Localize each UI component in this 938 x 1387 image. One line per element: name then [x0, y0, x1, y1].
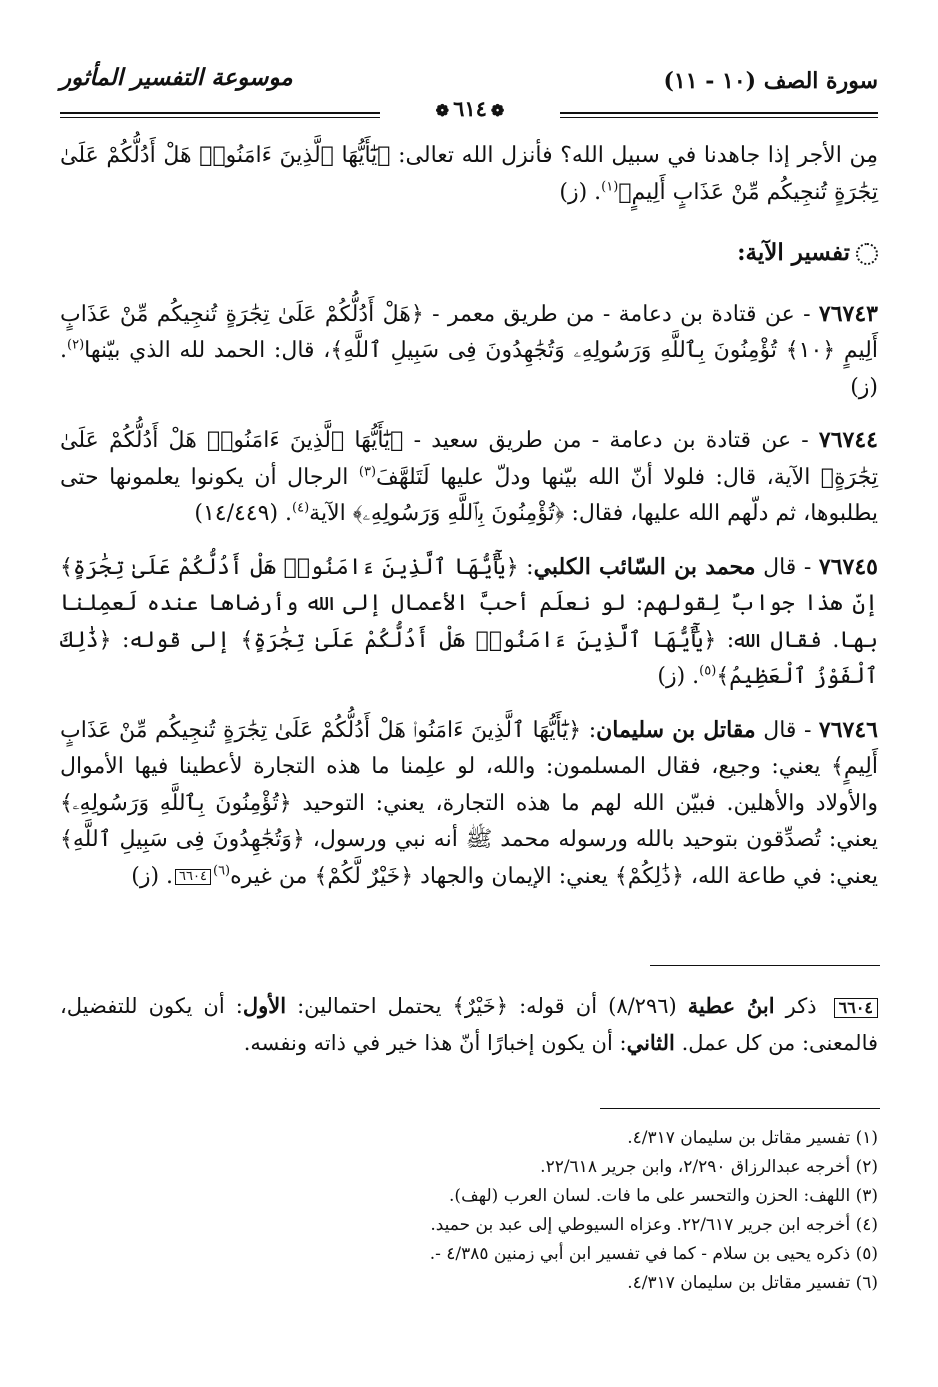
footnote-ref: (٦)	[212, 863, 231, 879]
section-heading-text: تفسير الآية:	[737, 239, 850, 266]
entry-number: ٧٦٧٤٣	[818, 300, 878, 327]
intro-text: مِن الأجر إذا جاهدنا في سبيل الله؟ فأنزل الله تعالى: ﴿يَٰٓأَيُّهَا ٱلَّذِينَ ءَامَنُوا۟ هَلْ أَدُلُّكُمْ عَلَىٰ تِجَٰرَةٍ تُنجِيكُم مِّنْ عَذَابٍ أَلِيمٍ﴾	[60, 143, 878, 205]
entry-text: - عن قتادة بن دعامة - من طريق سعيد - ﴿يَٰٓأَيُّهَا ٱلَّذِينَ ءَامَنُوا۟ هَلْ أَدُلُّكُمْ عَلَىٰ تِجَٰرَةٍ﴾ الآية، قال: فلولا أنّ الله بيّنها ودلّ عليها لَتَلهَّفَ	[60, 428, 878, 490]
entry-text: : ﴿يَٰٓأَيُّهَا ٱلَّذِينَ ءَامَنُوا۟ هَلْ أَدُلُّكُمْ عَلَىٰ تِجَٰرَةٍ تُنجِيكُم مِّنْ عَذَابٍ أَلِيمٍ﴾ يعني: وجيع، فقال المسلمون: والله، لو علِمنا ما هذه التجارة لأعطينا فيها الأموال والأولاد والأهلين. فبيّن الله لهم ما هذه التجارة، يعني: التوحيد ﴿تُؤْمِنُونَ بِٱللَّهِ وَرَسُولِهِۦ﴾ يعني: تُصدِّقون بتوحيد بالله ورسوله محمد ﷺ أنه نبي ورسول، ﴿وَتُجَٰهِدُونَ فِى سَبِيلِ ٱللَّهِ﴾ يعني: في طاعة الله، ﴿ذَٰلِكُمْ﴾ يعني: الإيمان والجهاد ﴿خَيْرٌ لَّكُمْ﴾ من غيره	[60, 717, 878, 889]
entry-76745	[60, 549, 878, 696]
page-number: ٦١٤	[453, 96, 487, 121]
note-text: : أن يكون للتفضيل، فالمعنى: من كل عمل.	[60, 994, 878, 1055]
entry-76744	[60, 422, 878, 533]
entry-number: ٧٦٧٤٦	[818, 716, 878, 743]
entry-76743	[60, 296, 878, 407]
intro-end: . (ز)	[559, 179, 602, 205]
footnote-2: (٢) أخرجه عبدالرزاق ٢/٢٩٠، وابن جرير ٢٢/٦١٨.	[540, 1157, 878, 1177]
entry-number: ٧٦٧٤٤	[818, 427, 878, 453]
note-second-label: الثاني	[626, 1029, 675, 1055]
note-text: : أن يكون إخبارًا أنّ هذا خير في ذاته ونفسه.	[243, 1030, 627, 1055]
flower-icon	[856, 243, 878, 265]
ornament-icon: ❁	[490, 101, 505, 120]
footnote-ref: (٣)	[358, 464, 377, 480]
book-title: موسوعة التفسير المأثور	[60, 64, 293, 91]
note-text: (٨/٢٩٦) أن قوله: ﴿خَيْرٌ﴾ يحتمل احتمالين:	[286, 994, 688, 1018]
ornament-icon: ❁	[435, 101, 450, 120]
entry-text-continued: الرجال أن يكونوا يعلمونها حتى يطلبوها، ثم دلّهم الله عليها، فقال: ﴿تُؤْمِنُونَ بِٱللَّهِ وَرَسُولِهِۦ﴾ الآية	[60, 464, 878, 526]
footnote-3: (٣) اللهف: الحزن والتحسر على ما فات. لسان العرب (لهف).	[449, 1186, 878, 1206]
section-heading	[60, 235, 878, 272]
footnote-ref: (٢)	[67, 337, 85, 353]
entry-prefix: - قال	[755, 717, 819, 743]
footnote-6: (٦) تفسير مقاتل بن سليمان ٤/٣١٧.	[627, 1273, 878, 1293]
surah-reference: سورة الصف (١٠ - ١١)	[663, 68, 878, 94]
entry-text: : ﴿يَٰٓأَيُّهَا ٱلَّذِينَ ءَامَنُوا۟ هَلْ أَدُلُّكُمْ عَلَىٰ تِجَٰرَةٍ﴾ إنّ هذا جوابٌ لِقولهم: لو نعلَم أحبَّ الأعمال إلى الله وأرضاها عنده لَعمِلنا بها. فقال الله: ﴿يَٰٓأَيُّهَا ٱلَّذِينَ ءَامَنُوا۟ هَلْ أَدُلُّكُمْ عَلَىٰ تِجَٰرَةٍ﴾ إلى قوله: ﴿ذَٰلِكَ ٱلْفَوْزُ ٱلْعَظِيمُ﴾	[60, 554, 878, 689]
entry-76746	[60, 712, 878, 896]
footnote-separator	[600, 1108, 880, 1109]
entry-prefix: - قال	[755, 554, 819, 580]
entry-number: ٧٦٧٤٥	[818, 553, 878, 580]
main-text	[60, 138, 878, 895]
note-ref-box: ٦٦٠٤	[175, 869, 211, 885]
footnote-1: (١) تفسير مقاتل بن سليمان ٤/٣١٧.	[627, 1128, 878, 1148]
note-name: ابنُ عطية	[687, 993, 775, 1018]
footnotes	[60, 1124, 878, 1298]
entry-end: . (ز)	[60, 338, 878, 400]
footnote-4: (٤) أخرجه ابن جرير ٢٢/٦١٧. وعزاه السيوطي إلى عبد بن حميد.	[430, 1215, 878, 1235]
note-first-label: الأول	[242, 993, 287, 1018]
note-text: ذكر	[774, 994, 828, 1018]
entry-author: محمد بن السّائب الكلبي	[533, 553, 756, 580]
note-id-box: ٦٦٠٤	[834, 998, 878, 1018]
intro-paragraph	[60, 138, 878, 211]
entry-text: - عن قتادة بن دعامة - من طريق معمر - ﴿هَلْ أَدُلُّكُمْ عَلَىٰ تِجَٰرَةٍ تُنجِيكُم مِّنْ عَذَابٍ أَلِيمٍ ﴿١٠﴾ تُؤْمِنُونَ بِٱللَّهِ وَرَسُولِهِۦ وَتُجَٰهِدُونَ فِى سَبِيلِ ٱللَّهِ﴾، قال: الحمد لله الذي بيّنها	[60, 301, 878, 363]
footnote-5: (٥) ذكره يحيى بن سلام - كما في تفسير ابن أبي زمنين ٤/٣٨٥ -.	[429, 1244, 878, 1264]
entry-end: . (ز)	[131, 863, 174, 889]
entry-author: مقاتل بن سليمان	[596, 716, 756, 743]
editor-note	[60, 988, 878, 1061]
footnote-ref: (٥)	[699, 663, 717, 679]
note-separator	[650, 965, 880, 966]
entry-end: . (١٤/٤٤٩)	[194, 501, 293, 526]
footnote-ref: (٤)	[292, 500, 310, 516]
page-number-box	[380, 96, 560, 121]
footnote-ref: (١)	[601, 179, 619, 195]
entry-end: . (ز)	[657, 664, 700, 689]
